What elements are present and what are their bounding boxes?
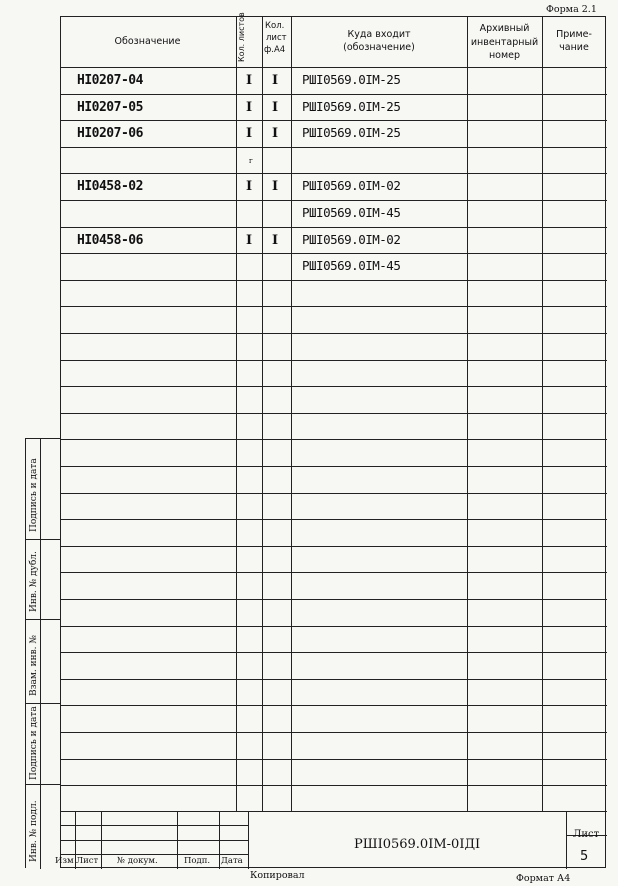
- col-header-archive-3: номер: [488, 50, 521, 61]
- row-line: [61, 599, 607, 600]
- side-label-sign-date-top: Подпись и дата: [29, 458, 39, 532]
- row-line: [61, 413, 607, 414]
- cell-sheets: I: [246, 232, 253, 248]
- col-header-where-used-2: (обозначение): [343, 42, 415, 53]
- cell-where-used: РШI0569.0IМ-25: [302, 72, 401, 87]
- tb-col-date: Дата: [221, 856, 243, 866]
- cell-a4: I: [272, 232, 279, 248]
- row-line: [61, 227, 607, 228]
- row-line: [61, 705, 607, 706]
- row-line: [61, 333, 607, 334]
- col-header-note-2: чание: [559, 42, 589, 53]
- col-header-qty-a4-1: Кол.: [265, 21, 285, 31]
- tb-col-sheet: Лист: [76, 856, 99, 866]
- side-label-replace-inv: Взам. инв. №: [29, 635, 39, 696]
- form-label: Форма 2.1: [546, 4, 597, 15]
- col-header-designation: Обозначение: [114, 36, 181, 47]
- row-line: [61, 732, 607, 733]
- row-line: [61, 94, 607, 95]
- row-line: [61, 785, 607, 786]
- side-label-inv-orig: Инв. № подл.: [29, 800, 39, 862]
- col-header-where-used-1: Куда входит: [347, 29, 411, 40]
- cell-designation: HI0207-05: [77, 99, 143, 115]
- form-frame: [60, 12, 606, 868]
- col-header-archive-1: Архивный: [479, 23, 530, 34]
- row-line: [61, 759, 607, 760]
- sheet-number: 5: [580, 849, 589, 864]
- cell-sheets: I: [246, 99, 253, 115]
- row-line: [61, 253, 607, 254]
- cell-where-used: РШI0569.0IМ-45: [302, 258, 401, 274]
- col-header-archive-2: инвентарный: [470, 37, 539, 48]
- row-line: [61, 679, 607, 680]
- cell-designation: HI0207-06: [77, 126, 143, 142]
- row-line: [61, 572, 607, 573]
- side-label-inv-dup: Инв. № дубл.: [29, 551, 39, 612]
- row-line: [61, 280, 607, 281]
- col-header-qty-sheets: Кол. листов: [237, 12, 246, 62]
- cell-sheets: I: [246, 73, 253, 88]
- row-line: [61, 652, 607, 653]
- side-label-sign-date-bottom: Подпись и дата: [29, 706, 39, 780]
- cell-a4: I: [272, 126, 279, 142]
- cell-a4: I: [272, 73, 279, 88]
- row-line: [61, 306, 607, 307]
- cell-designation: HI0207-04: [77, 73, 143, 88]
- row-line: [61, 147, 607, 148]
- footer-copied: Копировал: [250, 870, 305, 881]
- col-header-qty-a4-3: ф.А4: [264, 45, 286, 55]
- cell-a4: I: [272, 179, 279, 195]
- cell-designation: HI0458-02: [77, 179, 143, 195]
- row-line: [61, 386, 607, 387]
- cell-sheets: г: [249, 156, 253, 165]
- cell-where-used: РШI0569.0IМ-45: [302, 205, 401, 220]
- col-header-note-1: Приме-: [556, 29, 592, 40]
- cell-where-used: РШI0569.0IМ-25: [302, 125, 401, 141]
- cell-sheets: I: [246, 179, 253, 195]
- tb-col-sign: Подп.: [184, 856, 211, 866]
- row-line: [61, 466, 607, 467]
- cell-where-used: РШI0569.0IМ-02: [302, 178, 401, 194]
- row-line: [61, 360, 607, 361]
- cell-a4: I: [272, 99, 279, 115]
- cell-sheets: I: [246, 126, 253, 142]
- row-line: [61, 200, 607, 201]
- row-line: [61, 519, 607, 520]
- tb-col-doc: № докум.: [117, 856, 158, 866]
- row-line: [61, 120, 607, 121]
- row-line: [61, 546, 607, 547]
- footer-format: Формат А4: [516, 873, 571, 884]
- row-line: [61, 173, 607, 174]
- row-line: [61, 439, 607, 440]
- row-line: [61, 493, 607, 494]
- cell-designation: HI0458-06: [77, 232, 143, 248]
- col-header-qty-a4-2: лист: [266, 33, 287, 43]
- row-line: [61, 626, 607, 627]
- doc-number: РШI0569.0IМ-0IДI: [354, 837, 481, 852]
- sheet-label: Лист: [573, 829, 600, 840]
- tb-col-change: Изм: [55, 856, 74, 866]
- cell-where-used: РШI0569.0IМ-02: [302, 231, 401, 247]
- cell-where-used: РШI0569.0IМ-25: [302, 98, 401, 114]
